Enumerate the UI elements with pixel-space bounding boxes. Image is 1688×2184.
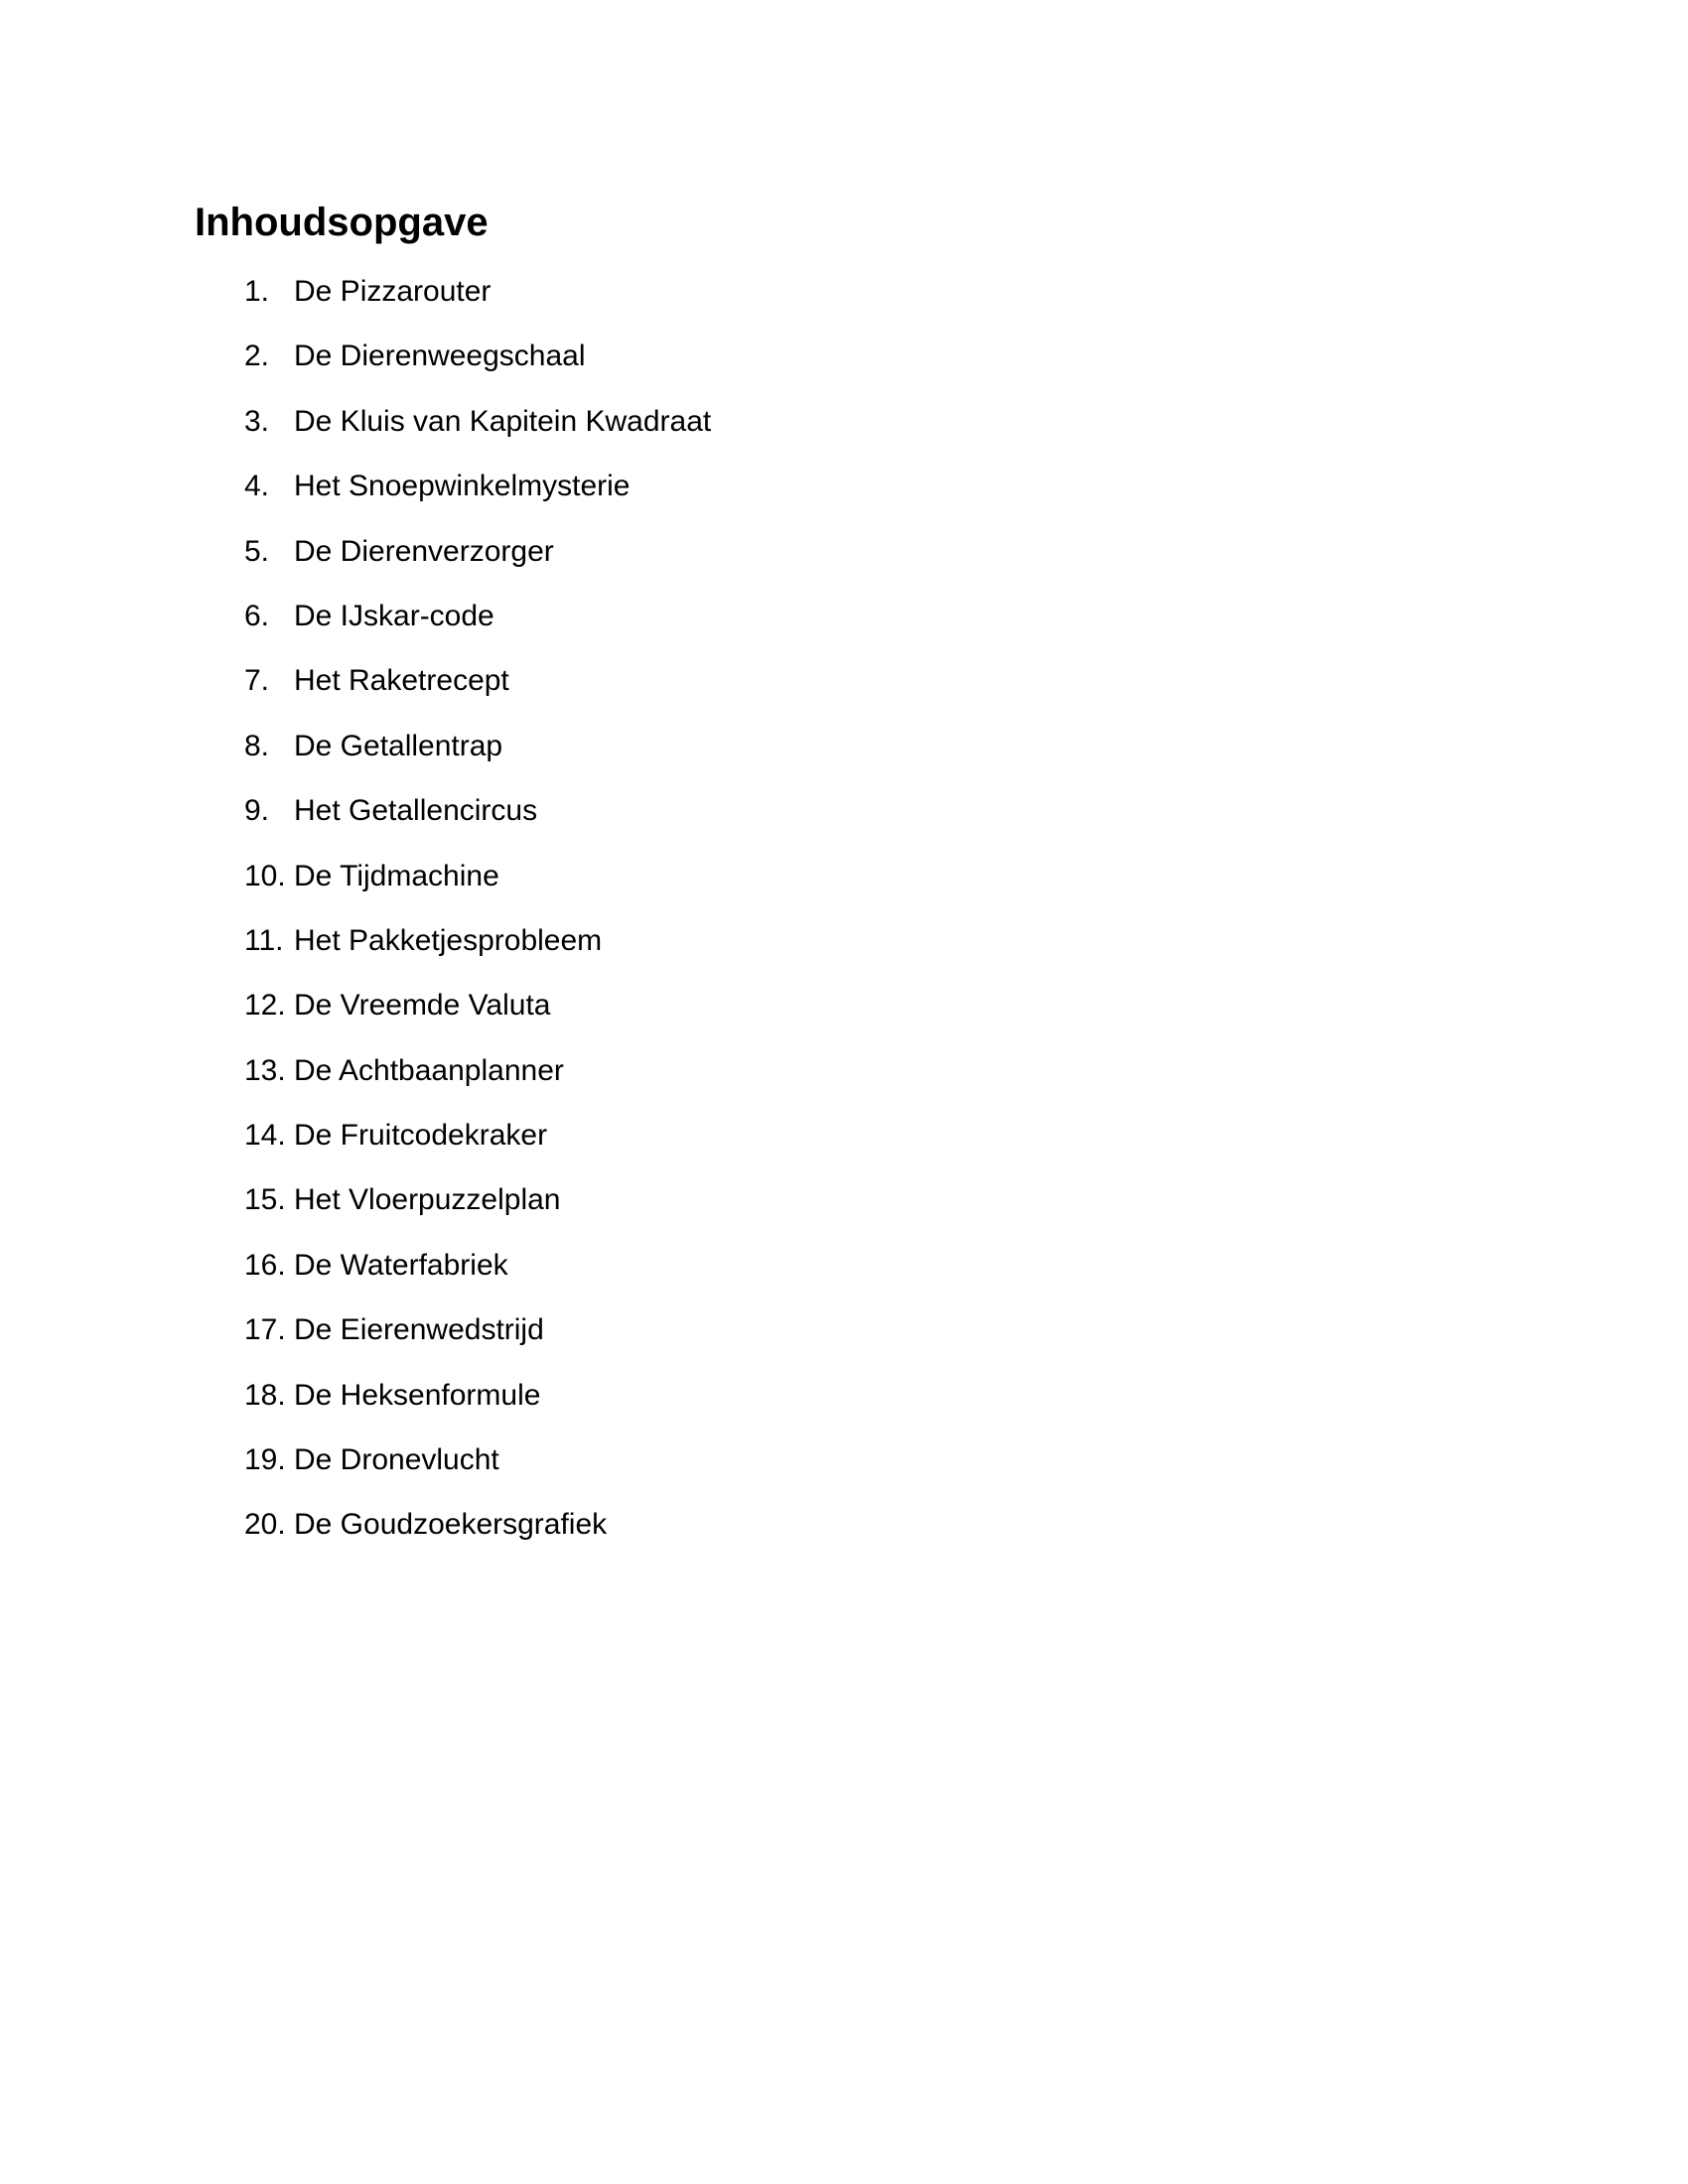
toc-list <box>244 270 711 1569</box>
toc-entry-title: De Pizzarouter <box>294 275 492 308</box>
toc-entry-number: 2. <box>244 340 270 373</box>
toc-entry-number: 3. <box>244 404 270 438</box>
toc-entry <box>244 1308 711 1373</box>
toc-entry-title: De Dronevlucht <box>294 1443 499 1477</box>
toc-entry <box>244 1503 711 1568</box>
toc-entry-number: 17. <box>244 1313 286 1347</box>
toc-entry-number: 11. <box>244 923 284 957</box>
toc-entry <box>244 270 711 335</box>
toc-entry-title: Het Snoepwinkelmysterie <box>294 470 631 503</box>
toc-entry-title: De Kluis van Kapitein Kwadraat <box>294 404 712 438</box>
toc-entry-title: Het Getallencircus <box>294 794 538 828</box>
toc-entry <box>244 530 711 595</box>
toc-entry-number: 16. <box>244 1248 286 1282</box>
toc-entry-number: 8. <box>244 729 270 762</box>
toc-entry <box>244 465 711 529</box>
toc-entry <box>244 984 711 1048</box>
toc-entry-number: 15. <box>244 1183 286 1217</box>
toc-entry-title: De Dierenweegschaal <box>294 340 586 373</box>
toc-entry-number: 10. <box>244 859 286 892</box>
toc-entry <box>244 659 711 724</box>
toc-heading: Inhoudsopgave <box>195 201 489 244</box>
toc-entry <box>244 335 711 399</box>
toc-entry-number: 6. <box>244 599 270 632</box>
toc-entry <box>244 595 711 659</box>
toc-entry-title: Het Raketrecept <box>294 664 509 698</box>
toc-entry <box>244 855 711 919</box>
toc-entry <box>244 1244 711 1308</box>
toc-entry <box>244 1049 711 1114</box>
toc-entry <box>244 1374 711 1438</box>
toc-entry-title: De Vreemde Valuta <box>294 989 551 1023</box>
toc-entry-number: 20. <box>244 1508 286 1542</box>
toc-entry-number: 13. <box>244 1053 286 1087</box>
toc-entry <box>244 1438 711 1503</box>
toc-entry <box>244 400 711 465</box>
toc-entry-title: De Waterfabriek <box>294 1248 508 1282</box>
toc-entry-title: Het Pakketjesprobleem <box>294 923 603 957</box>
toc-entry-number: 19. <box>244 1443 286 1477</box>
toc-entry-number: 18. <box>244 1378 286 1412</box>
toc-entry-number: 14. <box>244 1119 286 1153</box>
toc-entry-title: De Achtbaanplanner <box>294 1053 564 1087</box>
toc-entry-number: 9. <box>244 794 270 828</box>
toc-entry-title: De Fruitcodekraker <box>294 1119 548 1153</box>
toc-entry-number: 4. <box>244 470 270 503</box>
toc-entry-number: 1. <box>244 275 270 308</box>
toc-entry-number: 5. <box>244 534 270 568</box>
toc-entry-title: Het Vloerpuzzelplan <box>294 1183 561 1217</box>
toc-entry-title: De Eierenwedstrijd <box>294 1313 544 1347</box>
toc-entry-number: 7. <box>244 664 270 698</box>
toc-entry <box>244 1114 711 1178</box>
toc-entry-title: De Heksenformule <box>294 1378 541 1412</box>
toc-entry <box>244 919 711 984</box>
toc-entry <box>244 725 711 789</box>
toc-entry-title: De Dierenverzorger <box>294 534 554 568</box>
toc-entry-number: 12. <box>244 989 286 1023</box>
toc-entry-title: De Tijdmachine <box>294 859 499 892</box>
toc-entry <box>244 789 711 854</box>
toc-entry-title: De IJskar-code <box>294 599 494 632</box>
toc-entry-title: De Goudzoekersgrafiek <box>294 1508 608 1542</box>
toc-entry-title: De Getallentrap <box>294 729 503 762</box>
toc-entry <box>244 1178 711 1243</box>
